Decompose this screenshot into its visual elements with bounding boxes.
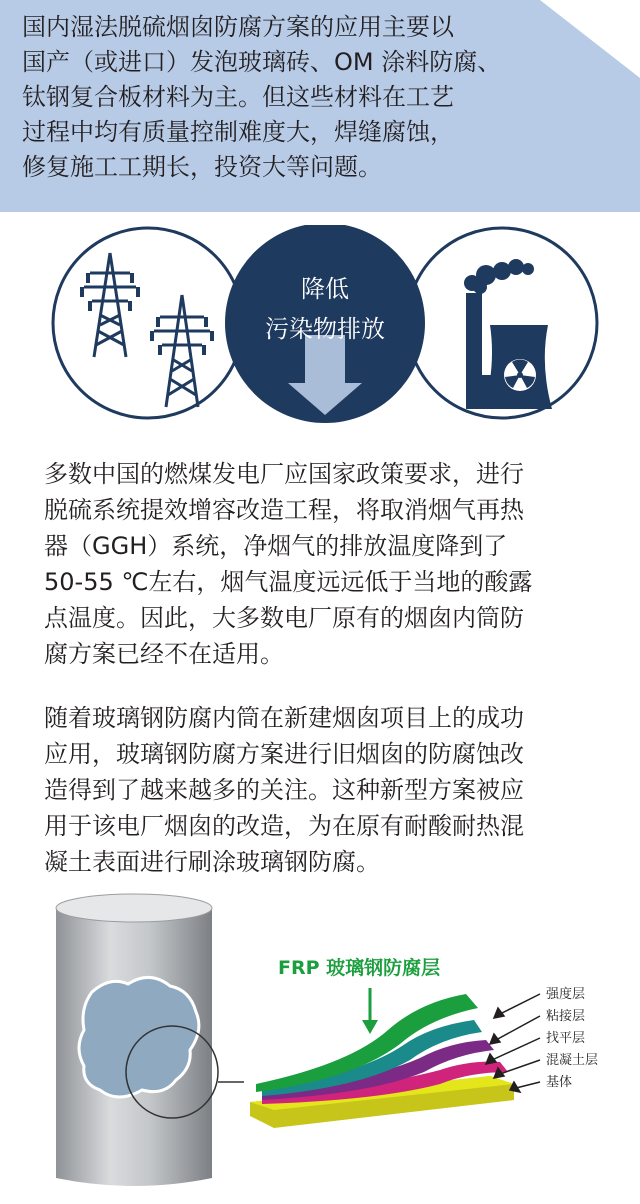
paragraph-line: 应用，玻璃钢防腐方案进行旧烟囱的防腐蚀改 [44,740,524,768]
down-arrow-icon [362,988,378,1034]
icon-row [0,225,640,465]
intro-line: 过程中均有质量控制难度大，焊缝腐蚀， [22,118,454,146]
paragraph-line: 随着玻璃钢防腐内筒在新建烟囱项目上的成功 [44,704,524,732]
intro-line: 国产（或进口）发泡玻璃砖、OM 涂料防腐、 [22,48,502,76]
power-tower-icon [53,228,243,418]
pointer-arrows [486,994,540,1092]
paragraph-line: 点温度。因此，大多数电厂原有的烟囱内筒防 [44,604,524,632]
chimney-cylinder [56,894,212,1186]
layer-stack [250,994,514,1128]
layer-label: 基体 [546,1075,573,1090]
paragraph-line: 造得到了越来越多的关注。这种新型方案被应 [44,776,524,804]
paragraph-line: 50-55 ℃左右，烟气温度远远低于当地的酸露 [44,568,533,596]
badge-line-2: 污染物排放 [265,315,385,343]
intro-banner [0,0,640,212]
paragraph-line: 凝土表面进行刷涂玻璃钢防腐。 [44,848,380,876]
layer-label: 找平层 [546,1031,586,1046]
reduce-emission-badge [225,225,425,423]
intro-text [22,10,562,185]
paragraph-line: 器（GGH）系统，净烟气的排放温度降到了 [44,532,508,560]
paragraph-1 [44,456,604,672]
badge-line-1: 降低 [301,275,349,303]
paragraph-line: 多数中国的燃煤发电厂应国家政策要求，进行 [44,460,524,488]
intro-line: 国内湿法脱硫烟囱防腐方案的应用主要以 [22,13,454,41]
nuclear-plant-icon [407,228,597,418]
diagram-title: FRP 玻璃钢防腐层 [278,957,441,979]
paragraph-2 [44,700,604,880]
layer-label: 混凝土层 [546,1053,599,1068]
layer-label: 强度层 [546,987,586,1002]
paragraph-line: 用于该电厂烟囱的改造，为在原有耐酸耐热混 [44,812,524,840]
intro-line: 修复施工工期长，投资大等问题。 [22,153,382,181]
layer-label: 粘接层 [546,1009,586,1024]
intro-line: 钛钢复合板材料为主。但这些材料在工艺 [22,83,454,111]
frp-layer-diagram [0,890,640,1200]
paragraph-line: 脱硫系统提效增容改造工程，将取消烟气再热 [44,496,524,524]
paragraph-line: 腐方案已经不在适用。 [44,640,284,668]
